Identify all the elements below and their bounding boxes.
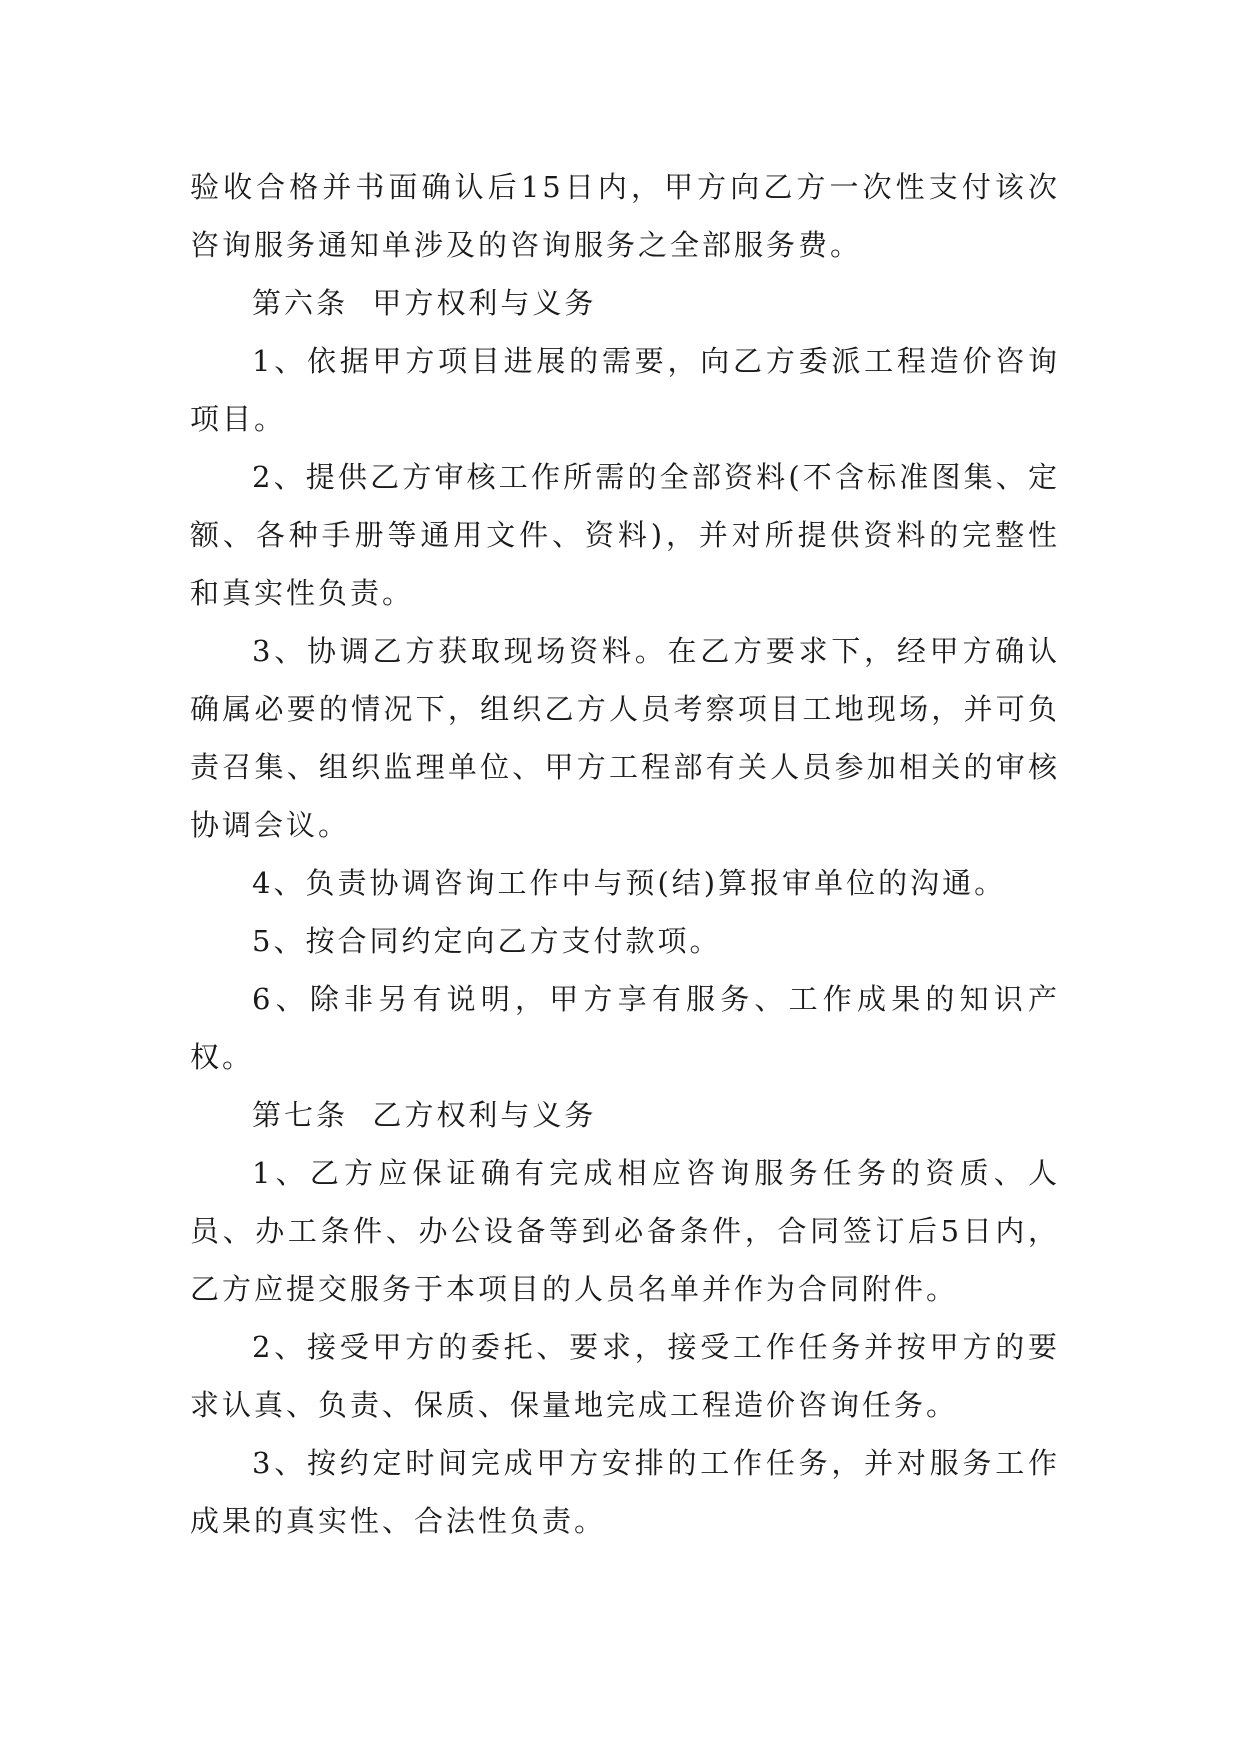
paragraph-article-7-item-2: 2、接受甲方的委托、要求，接受工作任务并按甲方的要求认真、负责、保质、保量地完成工程造价咨询任务。 — [190, 1330, 1060, 1422]
paragraph-article-6-item-5: 5、按合同约定向乙方支付款项。 — [252, 924, 722, 958]
paragraph-article-7-item-3: 3、按约定时间完成甲方安排的工作任务，并对服务工作成果的真实性、合法性负责。 — [190, 1446, 1060, 1538]
heading-article-6: 第六条 甲方权利与义务 — [252, 286, 597, 320]
paragraph-payment-terms: 验收合格并书面确认后15日内，甲方向乙方一次性支付该次咨询服务通知单涉及的咨询服务之全部服务费。 — [190, 170, 1060, 262]
paragraph-article-7-item-1: 1、乙方应保证确有完成相应咨询服务任务的资质、人员、办工条件、办公设备等到必备条件，合同签订后5日内，乙方应提交服务于本项目的人员名单并作为合同附件。 — [190, 1156, 1060, 1306]
document-body — [190, 158, 1060, 1550]
paragraph-article-6-item-3: 3、协调乙方获取现场资料。在乙方要求下，经甲方确认确属必要的情况下，组织乙方人员考察项目工地现场，并可负责召集、组织监理单位、甲方工程部有关人员参加相关的审核协调会议。 — [190, 634, 1060, 842]
paragraph-article-6-item-4: 4、负责协调咨询工作中与预(结)算报审单位的沟通。 — [252, 866, 1007, 900]
paragraph-article-6-item-6: 6、除非另有说明，甲方享有服务、工作成果的知识产权。 — [190, 982, 1060, 1074]
heading-article-7: 第七条 乙方权利与义务 — [252, 1098, 597, 1132]
paragraph-article-6-item-1: 1、依据甲方项目进展的需要，向乙方委派工程造价咨询项目。 — [190, 344, 1060, 436]
paragraph-article-6-item-2: 2、提供乙方审核工作所需的全部资料(不含标准图集、定额、各种手册等通用文件、资料)，并对所提供资料的完整性和真实性负责。 — [190, 460, 1060, 610]
